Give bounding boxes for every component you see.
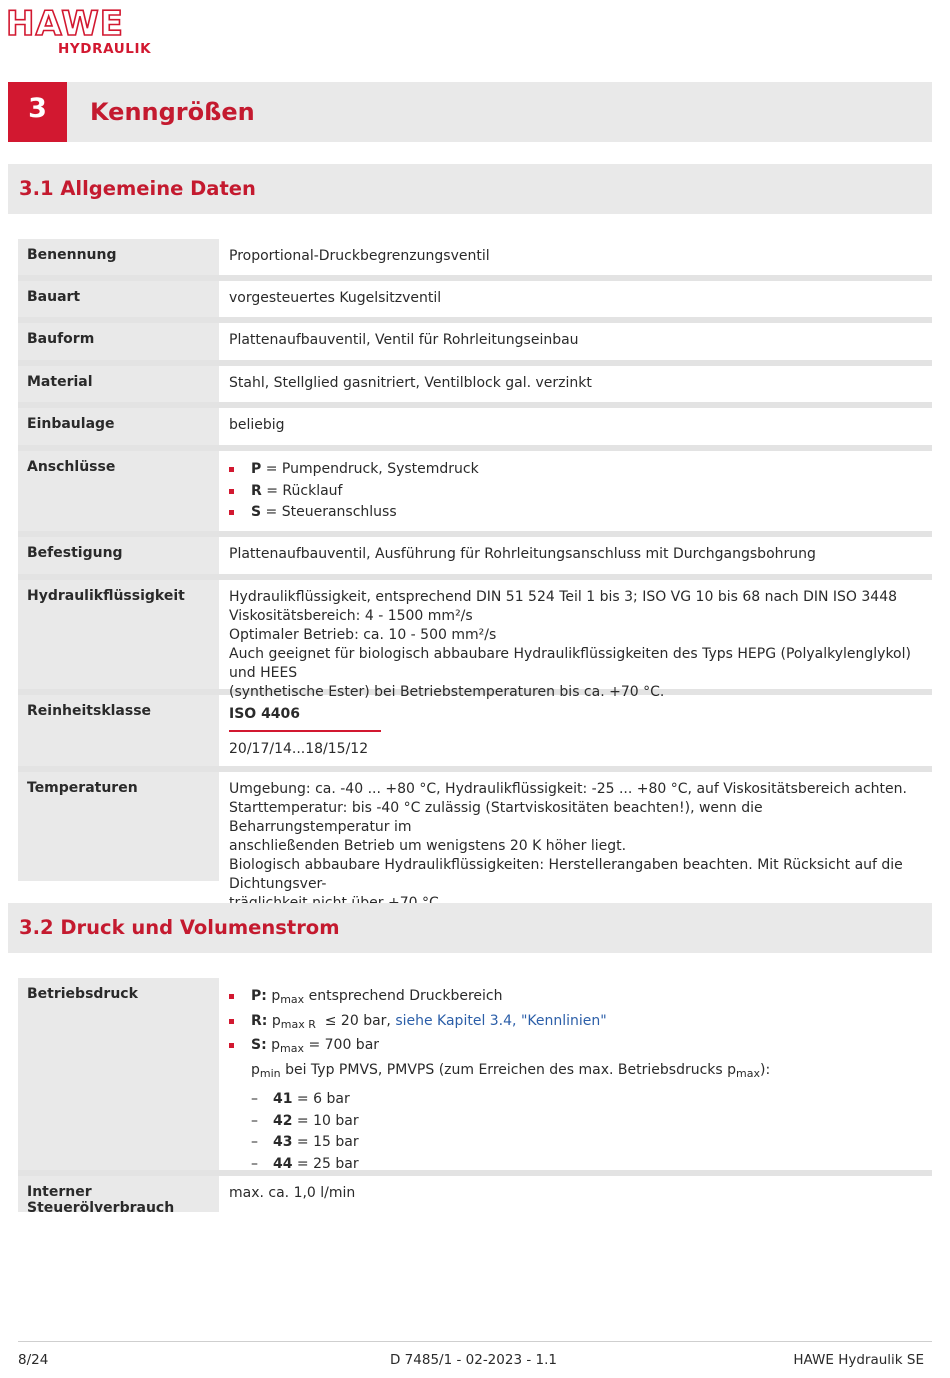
- section-header-allgemeine-daten: [8, 164, 932, 214]
- row-label: Benennung: [18, 239, 219, 275]
- list-item: R: $p_{max R} \le 20$ bar, siehe Kapitel 3.4, "Kennlinien": [229, 1011, 922, 1036]
- row-label: Bauart: [18, 281, 219, 317]
- row-value: [219, 978, 932, 1170]
- table-row: [18, 408, 932, 451]
- row-label: Anschlüsse: [18, 451, 219, 531]
- row-value: Plattenaufbauventil, Ventil für Rohrleitungseinbau: [229, 332, 579, 348]
- list-item: – 43 = 15 bar: [229, 1132, 922, 1154]
- row-label: Betriebsdruck: [18, 978, 219, 1170]
- row-label: Interner Steuerölverbrauch: [18, 1176, 219, 1212]
- table-row: [18, 1176, 932, 1216]
- druck-table: [18, 978, 932, 1216]
- betriebsdruck-list: [229, 986, 922, 1084]
- footer-divider: [18, 1341, 932, 1342]
- row-value: Umgebung: ca. -40 ... +80 °C, Hydraulikflüssigkeit: -25 ... +80 °C, auf Viskositätsbereich achten. Starttemperatur: bis -40 °C zulässig (Startviskositäten beachten!), wenn die Beharrungstemperatur im anschließenden Betrieb um wenigstens 20 K höher liegt. Biologisch abbaubare Hydraulikflüssigkeiten: Herstellerangaben beachten. Mit Rücksicht auf die Dichtungsver-: [229, 781, 907, 892]
- type-list: [229, 1089, 922, 1175]
- row-value: Plattenaufbauventil, Ausführung für Rohrleitungsanschluss mit Durchgangsbohrung: [229, 546, 816, 562]
- row-value: beliebig: [229, 417, 285, 433]
- chapter-title: Kenngrößen: [90, 98, 255, 126]
- list-item: $p_{min}$ bei Typ PMVS, PMVPS (zum Erreichen des max. Betriebsdrucks $p_{max}$):: [251, 1061, 771, 1080]
- list-item: – 44 = 25 bar: [229, 1154, 922, 1176]
- anschluesse-list: [229, 459, 922, 524]
- list-item: S: $p_{max} = 700$ bar: [229, 1035, 922, 1060]
- row-value: [219, 695, 932, 766]
- row-value: [219, 451, 932, 531]
- section-title: 3.1 Allgemeine Daten: [19, 177, 256, 200]
- table-row: [18, 323, 932, 366]
- table-row: [18, 281, 932, 323]
- list-item: P: $p_{max}$ entsprechend Druckbereich: [229, 986, 922, 1011]
- row-label: Einbaulage: [18, 408, 219, 445]
- table-row: [18, 772, 932, 892]
- list-item: S = Steueranschluss: [229, 502, 922, 524]
- row-value: Stahl, Stellglied gasnitriert, Ventilblock gal. verzinkt: [229, 375, 592, 391]
- section-title: 3.2 Druck und Volumenstrom: [19, 916, 340, 939]
- iso-heading: ISO 4406: [229, 705, 381, 732]
- row-label: Hydraulikflüssigkeit: [18, 580, 219, 689]
- kennlinien-link[interactable]: siehe Kapitel 3.4, "Kennlinien": [395, 1012, 607, 1029]
- row-label: Material: [18, 366, 219, 402]
- row-label: Reinheitsklasse: [18, 695, 219, 766]
- table-row: [18, 537, 932, 580]
- row-label: Temperaturen: [18, 772, 219, 881]
- list-item: – 41 = 6 bar: [229, 1089, 922, 1111]
- section-header-druck-volumenstrom: [8, 903, 932, 953]
- hawe-logo: [6, 4, 156, 58]
- row-value: Proportional-Druckbegrenzungsventil: [229, 248, 490, 264]
- row-value: max. ca. 1,0 l/min: [229, 1185, 356, 1201]
- list-item: P = Pumpendruck, Systemdruck: [229, 459, 922, 481]
- row-value: Hydraulikflüssigkeit, entsprechend DIN 51 524 Teil 1 bis 3; ISO VG 10 bis 68 nach DIN ISO 3448 Viskositätsbereich: 4 - 1500 mm²/s Optimaler Betrieb: ca. 10 - 500 mm²/s Auch geeignet für biologisch abbaubare Hydraulikflüssigkeiten des Typs HEPG (Polyalkylenglykol) und HEES (synthetische Ester) bei Betriebstemperaturen bis ca. +70 °C.: [229, 589, 911, 700]
- list-item: R = Rücklauf: [229, 481, 922, 503]
- list-item: – 42 = 10 bar: [229, 1111, 922, 1133]
- row-label: Befestigung: [18, 537, 219, 574]
- footer-company: HAWE Hydraulik SE: [793, 1352, 924, 1368]
- chapter-number: 3: [8, 82, 67, 142]
- iso-value: 20/17/14...18/15/12: [229, 741, 369, 757]
- logo-brand: HAWE: [6, 4, 124, 44]
- table-row: [18, 239, 932, 281]
- row-value: vorgesteuertes Kugelsitzventil: [229, 290, 442, 306]
- allgemeine-daten-table: [18, 239, 932, 892]
- table-row: [18, 366, 932, 408]
- table-row: [18, 978, 932, 1176]
- logo-subtitle: HYDRAULIK: [58, 41, 152, 57]
- row-label: Bauform: [18, 323, 219, 360]
- table-row: [18, 580, 932, 700]
- chapter-header: [8, 82, 932, 142]
- footer-page-number: 8/24: [18, 1352, 49, 1368]
- table-row: [18, 695, 932, 772]
- table-row: [18, 451, 932, 537]
- footer-document-id: D 7485/1 - 02-2023 - 1.1: [390, 1352, 557, 1368]
